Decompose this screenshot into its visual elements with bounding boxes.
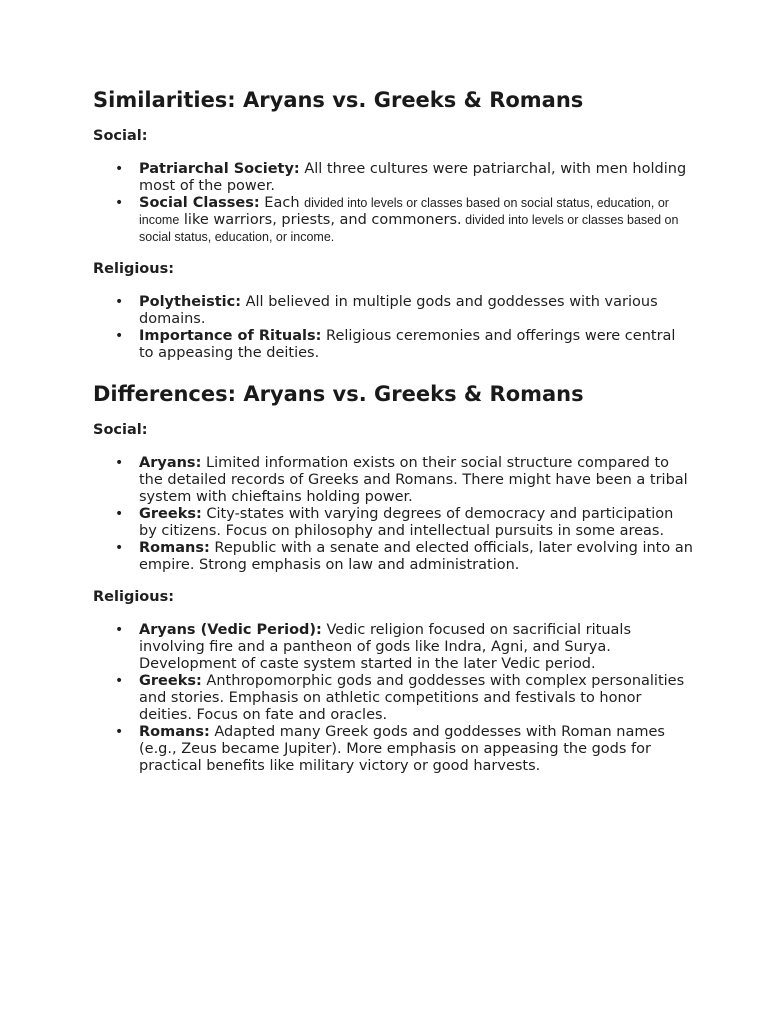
differences-religious-heading: Religious: — [93, 589, 175, 605]
differences-social-heading: Social: — [93, 422, 148, 438]
list-item — [93, 455, 693, 506]
bullet-icon: • — [115, 724, 124, 740]
list-item — [93, 622, 693, 673]
item-text: Anthropomorphic gods and goddesses with complex personalities and stories. Emphasis on athletic competitions and festivals to honor deities. Focus on fate and oracles. — [139, 673, 685, 723]
list-item — [93, 724, 693, 775]
item-text: All believed in multiple gods and goddesses with various domains. — [139, 294, 658, 327]
similarities-social-list — [93, 161, 693, 246]
bullet-icon: • — [115, 506, 124, 522]
item-label: Importance of Rituals: — [139, 328, 322, 344]
list-item — [93, 673, 693, 724]
bullet-icon: • — [115, 540, 124, 556]
list-item — [93, 506, 693, 540]
similarities-religious-list — [93, 294, 693, 362]
document-page — [93, 86, 693, 775]
item-label: Aryans: — [139, 455, 202, 471]
item-label: Polytheistic: — [139, 294, 241, 310]
item-label: Greeks: — [139, 506, 202, 522]
list-item — [93, 328, 693, 362]
bullet-icon: • — [115, 161, 124, 177]
differences-social-list — [93, 455, 693, 574]
differences-religious-list — [93, 622, 693, 775]
item-label: Greeks: — [139, 673, 202, 689]
bullet-icon: • — [115, 195, 124, 211]
item-text: Vedic religion focused on sacrificial rituals involving fire and a pantheon of gods like Indra, Agni, and Surya. Development of caste system started in the later Vedic period. — [139, 622, 631, 672]
item-text-small: divided into levels or classes based on social status, education, or income. — [139, 213, 679, 244]
bullet-icon: • — [115, 455, 124, 471]
item-text: Limited information exists on their social structure compared to the detailed records of Greeks and Romans. There might have been a tribal system with chieftains holding power. — [139, 455, 688, 505]
item-text-small: divided into levels or classes based on social status, education, or income — [139, 196, 669, 227]
list-item — [93, 161, 693, 195]
item-text: All three cultures were patriarchal, with men holding most of the power. — [139, 161, 687, 194]
item-text: like warriors, priests, and commoners. — [179, 212, 462, 228]
item-text: City-states with varying degrees of democracy and participation by citizens. Focus on philosophy and intellectual pursuits in some areas. — [139, 506, 674, 539]
item-label: Romans: — [139, 724, 210, 740]
bullet-icon: • — [115, 673, 124, 689]
list-item — [93, 540, 693, 574]
item-label: Aryans (Vedic Period): — [139, 622, 322, 638]
similarities-religious-heading: Religious: — [93, 261, 175, 277]
item-text: Each — [259, 195, 305, 211]
list-item — [93, 294, 693, 328]
bullet-icon: • — [115, 328, 124, 344]
bullet-icon: • — [115, 622, 124, 638]
item-label: Social Classes: — [139, 195, 260, 211]
item-label: Patriarchal Society: — [139, 161, 300, 177]
item-label: Romans: — [139, 540, 210, 556]
item-text: Religious ceremonies and offerings were central to appeasing the deities. — [139, 328, 676, 361]
list-item — [93, 195, 693, 246]
similarities-title: Similarities: Aryans vs. Greeks & Romans — [93, 88, 584, 112]
differences-title: Differences: Aryans vs. Greeks & Romans — [93, 382, 584, 406]
item-text: Adapted many Greek gods and goddesses with Roman names (e.g., Zeus became Jupiter). More emphasis on appeasing the gods for practical benefits like military victory or good harvests. — [139, 724, 665, 774]
bullet-icon: • — [115, 294, 124, 310]
similarities-social-heading: Social: — [93, 128, 148, 144]
item-text: Republic with a senate and elected officials, later evolving into an empire. Strong emphasis on law and administration. — [139, 540, 693, 573]
